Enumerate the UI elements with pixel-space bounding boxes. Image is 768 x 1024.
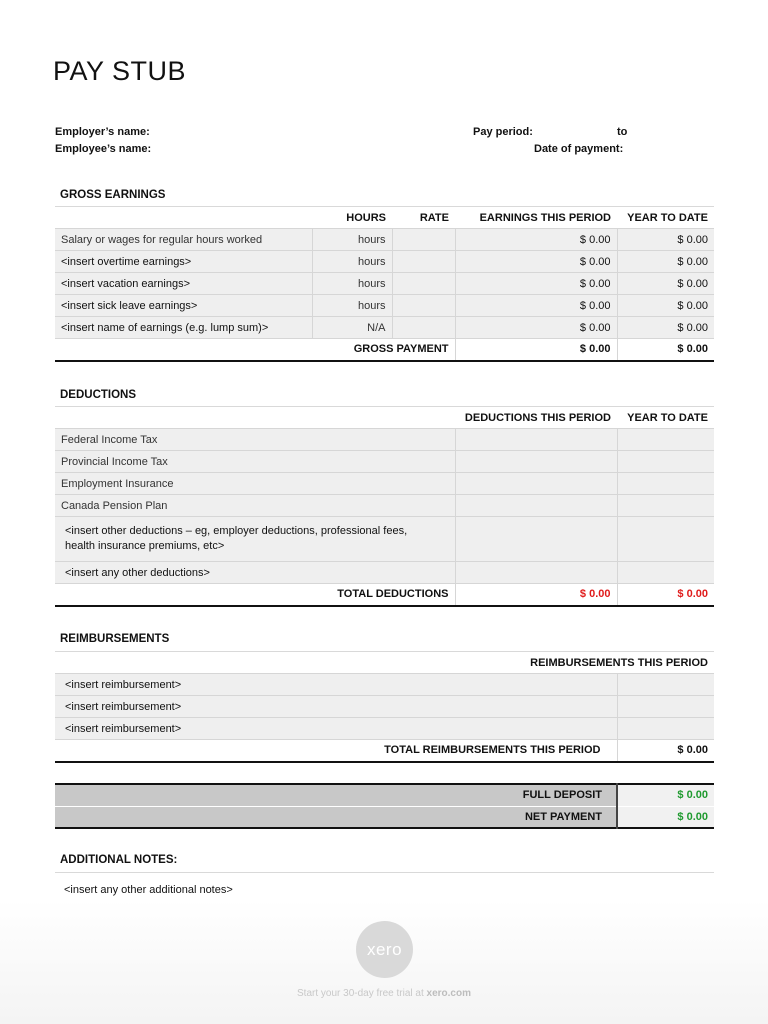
pay-period-to-label: to [617,126,628,138]
deduction-label[interactable]: <insert other deductions – eg, employer deductions, professional fees, health insurance premiums, etc> [55,517,455,562]
gross-payment-label: GROSS PAYMENT [312,339,455,361]
deduction-ytd-cell[interactable] [617,429,714,451]
hours-cell[interactable]: hours [312,273,392,295]
earnings-period-header: EARNINGS THIS PERIOD [455,207,617,229]
net-payment-label: NET PAYMENT [55,806,617,828]
ytd-cell[interactable]: $ 0.00 [617,273,714,295]
gross-payment-period: $ 0.00 [455,339,617,361]
xero-logo[interactable] [356,921,413,978]
deduction-period-cell[interactable] [455,429,617,451]
table-row [55,696,714,718]
table-header [55,652,714,674]
net-payment-value: $ 0.00 [617,806,714,828]
table-row [55,251,714,273]
gross-earnings-title: GROSS EARNINGS [60,189,166,201]
earning-label[interactable]: Salary or wages for regular hours worked [55,229,312,251]
employer-name-label: Employer’s name: [55,126,150,138]
deduction-label[interactable]: Canada Pension Plan [55,495,455,517]
gross-earnings-table [55,206,714,362]
reimbursements-table [55,651,714,763]
deduction-ytd-cell[interactable] [617,495,714,517]
reimbursement-label[interactable]: <insert reimbursement> [55,674,617,696]
page-title: PAY STUB [53,56,187,86]
deduction-label[interactable]: Federal Income Tax [55,429,455,451]
deduction-label[interactable]: Provincial Income Tax [55,451,455,473]
net-payment-row [55,806,714,828]
notes-divider [55,872,714,873]
hours-header: HOURS [312,207,392,229]
table-row [55,317,714,339]
full-deposit-value: $ 0.00 [617,784,714,806]
deduction-ytd-cell[interactable] [617,451,714,473]
pay-period-label: Pay period: [473,126,533,138]
additional-notes-title: ADDITIONAL NOTES: [60,854,178,866]
hours-cell[interactable]: hours [312,251,392,273]
deduction-period-cell[interactable] [455,517,617,562]
deductions-title: DEDUCTIONS [60,389,137,401]
earning-label[interactable]: <insert name of earnings (e.g. lump sum)> [55,317,312,339]
earning-label[interactable]: <insert overtime earnings> [55,251,312,273]
table-row [55,451,714,473]
xero-logo-text: xero [366,939,403,959]
rate-cell[interactable] [392,251,455,273]
rate-cell[interactable] [392,295,455,317]
earning-label[interactable]: <insert vacation earnings> [55,273,312,295]
deduction-period-cell[interactable] [455,495,617,517]
earning-label[interactable]: <insert sick leave earnings> [55,295,312,317]
reimbursement-value-cell[interactable] [617,674,714,696]
deduction-label[interactable]: Employment Insurance [55,473,455,495]
earnings-period-cell[interactable]: $ 0.00 [455,229,617,251]
rate-cell[interactable] [392,229,455,251]
hours-cell[interactable]: N/A [312,317,392,339]
employee-name-label: Employee’s name: [55,143,152,155]
deduction-ytd-cell[interactable] [617,562,714,584]
summary-table [55,783,714,829]
table-row [55,718,714,740]
ytd-cell[interactable]: $ 0.00 [617,251,714,273]
additional-notes-text[interactable]: <insert any other additional notes> [64,884,233,896]
table-row [55,517,714,562]
footer-promo-text: Start your 30-day free trial at [297,988,424,999]
total-reimbursements-label: TOTAL REIMBURSEMENTS THIS PERIOD [55,740,617,762]
table-header [55,207,714,229]
hours-cell[interactable]: hours [312,229,392,251]
earnings-period-cell[interactable]: $ 0.00 [455,251,617,273]
rate-cell[interactable] [392,273,455,295]
ytd-cell[interactable]: $ 0.00 [617,295,714,317]
ytd-cell[interactable]: $ 0.00 [617,317,714,339]
total-deductions-row [55,584,714,606]
deduction-period-cell[interactable] [455,451,617,473]
rate-cell[interactable] [392,317,455,339]
deductions-period-header: DEDUCTIONS THIS PERIOD [455,407,617,429]
rate-header: RATE [392,207,455,229]
total-deductions-period: $ 0.00 [455,584,617,606]
ytd-header: YEAR TO DATE [617,207,714,229]
full-deposit-label: FULL DEPOSIT [55,784,617,806]
ytd-header: YEAR TO DATE [617,407,714,429]
table-header [55,407,714,429]
reimbursement-value-cell[interactable] [617,696,714,718]
gross-payment-row [55,339,714,361]
table-row [55,473,714,495]
table-row [55,229,714,251]
hours-cell[interactable]: hours [312,295,392,317]
reimbursement-label[interactable]: <insert reimbursement> [55,696,617,718]
footer-promo-link[interactable]: xero.com [426,988,471,999]
deduction-period-cell[interactable] [455,473,617,495]
gross-payment-ytd: $ 0.00 [617,339,714,361]
full-deposit-row [55,784,714,806]
total-deductions-ytd: $ 0.00 [617,584,714,606]
deduction-ytd-cell[interactable] [617,517,714,562]
footer-promo [0,988,768,999]
total-deductions-label: TOTAL DEDUCTIONS [55,584,455,606]
earnings-period-cell[interactable]: $ 0.00 [455,295,617,317]
table-row [55,674,714,696]
date-of-payment-label: Date of payment: [534,143,624,155]
table-row [55,295,714,317]
earnings-period-cell[interactable]: $ 0.00 [455,273,617,295]
deduction-ytd-cell[interactable] [617,473,714,495]
total-reimbursements-row [55,740,714,762]
table-row [55,429,714,451]
ytd-cell[interactable]: $ 0.00 [617,229,714,251]
reimbursements-title: REIMBURSEMENTS [60,633,170,645]
table-row [55,495,714,517]
deduction-period-cell[interactable] [455,562,617,584]
reimbursement-value-cell[interactable] [617,718,714,740]
deduction-label[interactable]: <insert any other deductions> [55,562,455,584]
total-reimbursements-value: $ 0.00 [617,740,714,762]
earnings-period-cell[interactable]: $ 0.00 [455,317,617,339]
table-row [55,562,714,584]
reimbursement-label[interactable]: <insert reimbursement> [55,718,617,740]
reimbursements-period-header: REIMBURSEMENTS THIS PERIOD [55,652,714,674]
deductions-table [55,406,714,607]
table-row [55,273,714,295]
